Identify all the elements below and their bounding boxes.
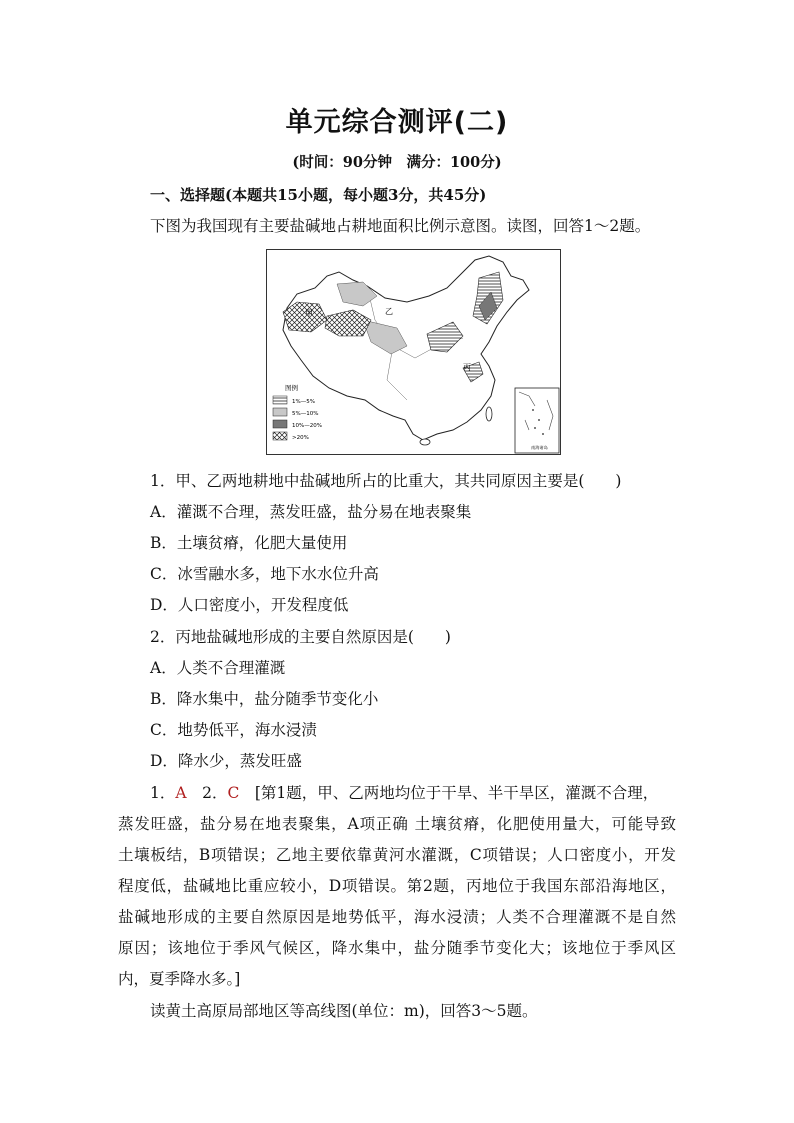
q2-option-a: A．人类不合理灌溉 bbox=[150, 659, 286, 677]
answer-line-6: 原因；该地位于季风气候区，降水集中，盐分随季节变化大；该地位于季风区 bbox=[118, 939, 676, 957]
q1-option-c: C．冰雪融水多，地下水水位升高 bbox=[150, 565, 379, 583]
answer-key-1: A bbox=[175, 784, 187, 802]
answer-num-2: 2． bbox=[202, 784, 228, 802]
china-map-figure bbox=[267, 250, 560, 454]
svg-text:图例: 图例 bbox=[285, 384, 298, 392]
svg-text:南海诸岛: 南海诸岛 bbox=[531, 445, 548, 450]
answer-line-3: 土壤板结，B项错误；乙地主要依靠黄河水灌溉，C项错误；人口密度小，开发 bbox=[118, 846, 676, 864]
saline-land-map bbox=[266, 249, 561, 455]
q2-option-d: D．降水少，蒸发旺盛 bbox=[150, 752, 302, 770]
answer-line-7: 内，夏季降水多。] bbox=[118, 970, 241, 988]
q2-option-c: C．地势低平，海水浸渍 bbox=[150, 721, 317, 739]
svg-text:10%—20%: 10%—20% bbox=[292, 423, 322, 429]
intro-q1-2: 下图为我国现有主要盐碱地占耕地面积比例示意图。读图，回答1～2题。 bbox=[150, 217, 651, 235]
exam-meta: (时间：90分钟 满分：100分) bbox=[292, 154, 502, 171]
answer-key-2: C bbox=[227, 784, 240, 802]
answer-line-5: 盐碱地形成的主要自然原因是地势低平，海水浸渍；人类不合理灌溉不是自然 bbox=[118, 908, 676, 926]
svg-text:>20%: >20% bbox=[292, 435, 309, 441]
svg-text:5%—10%: 5%—10% bbox=[292, 411, 319, 417]
intro-q3-5: 读黄土高原局部地区等高线图(单位：m)，回答3～5题。 bbox=[150, 1002, 538, 1020]
label-yi: 乙 bbox=[385, 307, 393, 316]
answer-line-1 bbox=[150, 783, 658, 803]
map-legend bbox=[273, 383, 322, 441]
q2-stem: 2．丙地盐碱地形成的主要自然原因是( ) bbox=[150, 628, 451, 646]
q2-option-b: B．降水集中，盐分随季节变化小 bbox=[150, 690, 379, 708]
answer-num-1: 1． bbox=[150, 784, 176, 802]
q1-option-b: B．土壤贫瘠，化肥大量使用 bbox=[150, 534, 348, 552]
q1-option-d: D．人口密度小，开发程度低 bbox=[150, 596, 349, 614]
label-bing: 丙 bbox=[463, 363, 471, 372]
q1-stem: 1．甲、乙两地耕地中盐碱地所占的比重大，其共同原因主要是( ) bbox=[150, 472, 622, 490]
q1-option-a: A．灌溉不合理，蒸发旺盛，盐分易在地表聚集 bbox=[150, 503, 472, 521]
section-heading: 一、选择题(本题共15小题，每小题3分，共45分) bbox=[150, 186, 487, 204]
label-jia: 甲 bbox=[305, 309, 313, 318]
answer-explain-1: [第1题，甲、乙两地均位于干旱、半干旱区，灌溉不合理， bbox=[254, 784, 659, 802]
south-china-sea-inset bbox=[515, 388, 559, 453]
answer-line-4: 程度低，盐碱地比重应较小，D项错误。第2题，丙地位于我国东部沿海地区， bbox=[118, 877, 676, 895]
answer-line-2: 蒸发旺盛，盐分易在地表聚集，A项正确 土壤贫瘠，化肥使用量大，可能导致 bbox=[118, 815, 676, 833]
svg-text:1%—5%: 1%—5% bbox=[292, 399, 315, 405]
page-title: 单元综合测评(二) bbox=[285, 107, 509, 138]
